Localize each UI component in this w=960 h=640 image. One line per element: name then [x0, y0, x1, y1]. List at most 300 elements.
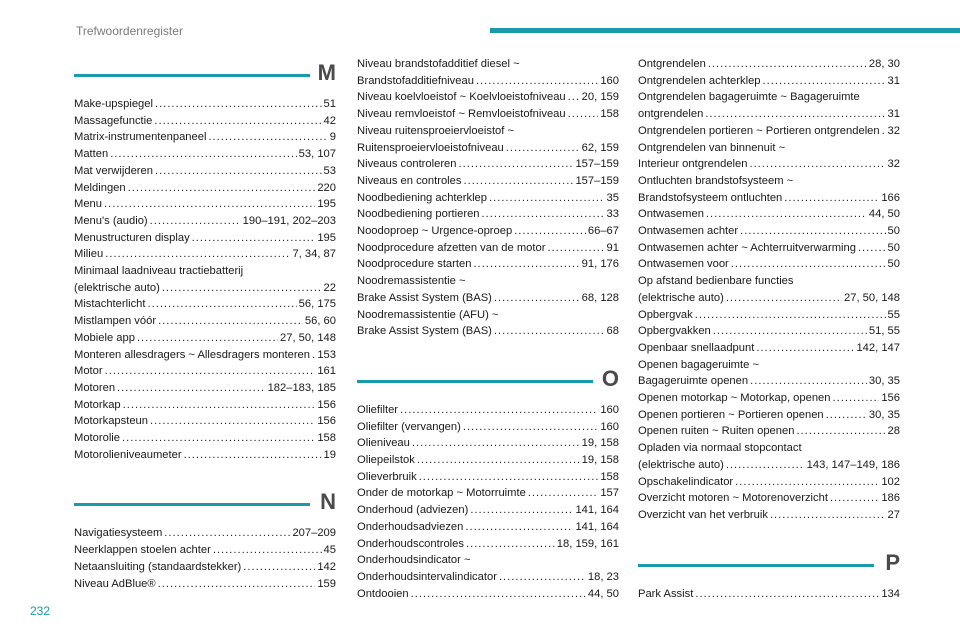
index-entry	[638, 240, 900, 257]
dot-leader	[713, 323, 867, 340]
index-entry	[357, 56, 619, 89]
entry-term: Noodbediening achterklep	[357, 191, 487, 204]
entry-row	[357, 569, 619, 586]
index-entry	[357, 173, 619, 190]
entry-term: Onderhoudsadviezen	[357, 520, 464, 533]
entry-term-line: Ontluchten brandstofsysteem ~	[638, 174, 794, 187]
entry-page-refs: 207–209	[292, 527, 336, 540]
index-entry	[74, 196, 336, 213]
index-entry	[357, 419, 619, 436]
entry-term: Niveaus controleren	[357, 158, 457, 171]
section-rule	[638, 564, 874, 567]
index-column-1	[74, 60, 336, 592]
dot-leader	[150, 213, 241, 230]
entry-page-refs: 190–191, 202–203	[242, 214, 336, 227]
entry-page-refs: 142	[317, 560, 336, 573]
entry-row	[357, 290, 619, 307]
entry-page-refs: 9	[329, 131, 336, 144]
index-entry	[357, 452, 619, 469]
entry-row	[357, 502, 619, 519]
entry-row	[638, 56, 900, 73]
entry-term-line: Op afstand bedienbare functies	[638, 275, 794, 288]
entry-row	[74, 146, 336, 163]
index-entry	[74, 163, 336, 180]
entry-term: Onderhoudscontroles	[357, 537, 464, 550]
entry-page-refs: 156	[881, 392, 900, 405]
entry-page-refs: 158	[600, 470, 619, 483]
dot-leader	[695, 307, 886, 324]
index-entry	[357, 106, 619, 123]
entry-term: ontgrendelen	[638, 108, 704, 121]
entry-page-refs: 161	[317, 365, 336, 378]
index-entry	[638, 474, 900, 491]
index-entry	[638, 423, 900, 440]
dot-leader	[731, 256, 886, 273]
index-entry	[357, 469, 619, 486]
entry-page-refs: 102	[881, 475, 900, 488]
index-entry	[357, 519, 619, 536]
entry-row	[74, 313, 336, 330]
entry-row	[357, 106, 619, 123]
entry-row	[638, 240, 900, 257]
dot-leader	[740, 223, 885, 240]
entry-page-refs: 50	[887, 225, 900, 238]
entry-page-refs: 31	[887, 108, 900, 121]
dot-leader	[243, 559, 315, 576]
entry-page-refs: 156	[317, 398, 336, 411]
entry-page-refs: 134	[881, 587, 900, 600]
entry-term: Ontgrendelen portieren ~ Portieren ontgrendelen	[638, 124, 880, 137]
entry-row	[357, 73, 619, 90]
dot-leader	[158, 576, 316, 593]
entry-term: Niveaus en controles	[357, 174, 462, 187]
index-entry	[357, 502, 619, 519]
dot-leader	[162, 280, 322, 297]
entry-term: Milieu	[74, 248, 104, 261]
index-entry	[357, 223, 619, 240]
entry-page-refs: 55	[887, 308, 900, 321]
entry-row	[74, 296, 336, 313]
entry-page-refs: 158	[317, 432, 336, 445]
entry-page-refs: 35	[606, 191, 619, 204]
entry-page-refs: 56, 60	[304, 315, 336, 328]
entry-page-refs: 45	[323, 544, 336, 557]
entry-row	[638, 307, 900, 324]
entry-row	[74, 113, 336, 130]
entry-term: Navigatiesysteem	[74, 527, 163, 540]
entry-row	[638, 106, 900, 123]
entry-page-refs: 157	[600, 487, 619, 500]
index-entry	[638, 390, 900, 407]
dot-leader	[750, 373, 867, 390]
entry-term: Neerklappen stoelen achter	[74, 544, 211, 557]
entry-page-refs: 32	[887, 158, 900, 171]
entry-term: Openen portieren ~ Portieren openen	[638, 408, 824, 421]
dot-leader	[463, 419, 598, 436]
entry-page-refs: 50	[887, 241, 900, 254]
entry-term: Massagefunctie	[74, 114, 153, 127]
entry-term-line: Noodremassistentie ~	[357, 275, 466, 288]
entry-row	[74, 180, 336, 197]
entry-row	[638, 123, 900, 140]
entry-row	[357, 469, 619, 486]
entry-term: Interieur ontgrendelen	[638, 158, 748, 171]
dot-leader	[417, 452, 580, 469]
entry-row	[74, 163, 336, 180]
entry-page-refs: 160	[600, 403, 619, 416]
index-entry	[74, 576, 336, 593]
entry-term: Mistachterlicht	[74, 298, 146, 311]
entry-row	[638, 474, 900, 491]
dot-leader	[312, 347, 315, 364]
entry-term-line: Opladen via normaal stopcontact	[638, 442, 802, 455]
entry-page-refs: 53, 107	[298, 148, 336, 161]
entry-page-refs: 28, 30	[868, 58, 900, 70]
entry-page-refs: 20, 159	[581, 91, 619, 104]
entry-page-refs: 51	[323, 98, 336, 110]
entry-page-refs: 51, 55	[868, 325, 900, 338]
entry-row	[357, 419, 619, 436]
index-entry	[638, 273, 900, 306]
dot-leader	[476, 73, 598, 90]
entry-row	[638, 373, 900, 390]
entry-term: Opschakelindicator	[638, 475, 734, 488]
dot-leader	[726, 457, 805, 474]
entry-page-refs: 186	[881, 492, 900, 505]
entry-term: (elektrische auto)	[638, 291, 724, 304]
dot-leader	[770, 507, 886, 524]
dot-leader	[568, 89, 580, 106]
entry-page-refs: 31	[887, 74, 900, 87]
index-entry	[74, 129, 336, 146]
index-entry	[638, 307, 900, 324]
entry-page-refs: 157–159	[575, 158, 619, 171]
index-entry	[357, 552, 619, 585]
entry-term: Monteren allesdragers ~ Allesdragers monteren	[74, 348, 310, 361]
entry-row	[638, 340, 900, 357]
dot-leader	[749, 156, 885, 173]
index-entry	[638, 323, 900, 340]
entry-term: Netaansluiting (standaardstekker)	[74, 560, 242, 573]
dot-leader	[158, 313, 303, 330]
index-entry	[74, 213, 336, 230]
entry-page-refs: 195	[317, 198, 336, 211]
entry-term: Ontwasemen	[638, 208, 704, 221]
index-entry	[74, 330, 336, 347]
entry-page-refs: 158	[600, 108, 619, 121]
dot-leader	[528, 485, 599, 502]
entry-term: Overzicht van het verbruik	[638, 508, 768, 521]
index-entry	[74, 313, 336, 330]
dot-leader	[137, 330, 278, 347]
dot-leader	[473, 256, 579, 273]
entry-row	[74, 96, 336, 113]
section-letter: M	[317, 60, 336, 85]
dot-leader	[164, 525, 290, 542]
dot-leader	[830, 490, 879, 507]
dot-leader	[695, 586, 879, 603]
entry-row	[357, 519, 619, 536]
entry-term-line: Ontgrendelen bagageruimte ~ Bagageruimte	[638, 91, 860, 104]
entry-page-refs: 19, 158	[581, 437, 619, 450]
index-entry	[638, 440, 900, 473]
dot-leader	[568, 106, 599, 123]
entry-row	[357, 256, 619, 273]
entry-page-refs: 195	[317, 231, 336, 244]
dot-leader	[833, 390, 880, 407]
entry-row	[74, 347, 336, 364]
entry-page-refs: 91, 176	[581, 258, 619, 271]
entry-term: Motoren	[74, 381, 116, 394]
index-entry	[638, 490, 900, 507]
entry-page-refs: 27	[887, 508, 900, 521]
entry-term: Menu's (audio)	[74, 214, 148, 227]
dot-leader	[494, 323, 605, 340]
entry-row	[638, 423, 900, 440]
entry-row	[74, 413, 336, 430]
index-entry	[357, 240, 619, 257]
entry-term: Matrix-instrumentenpaneel	[74, 131, 207, 144]
entry-term: Make-upspiegel	[74, 98, 153, 110]
dot-leader	[465, 519, 573, 536]
index-entry	[74, 413, 336, 430]
entry-row	[638, 73, 900, 90]
entry-page-refs: 66–67	[587, 225, 619, 238]
index-entry	[74, 447, 336, 464]
dot-leader	[466, 536, 555, 553]
entry-term: Motorolieniveaumeter	[74, 448, 182, 461]
entry-page-refs: 153	[317, 348, 336, 361]
entry-term: Ontwasemen achter	[638, 225, 739, 238]
section-spacer	[74, 463, 336, 493]
section-header	[357, 365, 619, 396]
dot-leader	[155, 163, 322, 180]
dot-leader	[459, 156, 574, 173]
entry-page-refs: 142, 147	[856, 341, 900, 354]
entry-row	[638, 507, 900, 524]
entry-row	[74, 559, 336, 576]
entry-row	[638, 490, 900, 507]
dot-leader	[514, 223, 586, 240]
section-letter: N	[320, 489, 336, 515]
entry-term: Openbaar snellaadpunt	[638, 341, 755, 354]
index-entry	[74, 263, 336, 296]
entry-row	[357, 206, 619, 223]
entry-term: Bagageruimte openen	[638, 375, 749, 388]
entry-term: Motorolie	[74, 432, 121, 445]
entry-term: Ontdooien	[357, 587, 409, 600]
dot-leader	[110, 146, 296, 163]
entry-row	[74, 363, 336, 380]
entry-term-line: Niveau brandstofadditief diesel ~	[357, 58, 520, 70]
entry-page-refs: 157–159	[575, 174, 619, 187]
dot-leader	[105, 363, 316, 380]
entry-page-refs: 160	[600, 74, 619, 87]
index-entry	[638, 123, 900, 140]
entry-row	[638, 206, 900, 223]
index-entry	[357, 190, 619, 207]
index-entry	[638, 223, 900, 240]
entry-term: Mistlampen vóór	[74, 315, 157, 328]
index-entry	[357, 256, 619, 273]
entry-row	[638, 223, 900, 240]
index-entry	[74, 246, 336, 263]
entry-page-refs: 56, 175	[298, 298, 336, 311]
index-entry	[357, 402, 619, 419]
entry-row	[638, 407, 900, 424]
entry-row	[357, 536, 619, 553]
dot-leader	[208, 129, 327, 146]
entry-term: Olieniveau	[357, 437, 410, 450]
index-entry	[357, 586, 619, 603]
entry-term: Oliefilter (vervangen)	[357, 420, 461, 433]
entry-page-refs: 32	[887, 124, 900, 137]
index-entry	[638, 206, 900, 223]
entry-row	[74, 246, 336, 263]
dot-leader	[411, 586, 586, 603]
entry-page-refs: 160	[600, 420, 619, 433]
entry-term: Mobiele app	[74, 331, 135, 344]
entry-page-refs: 28	[887, 425, 900, 438]
dot-leader	[506, 140, 580, 157]
entry-row	[638, 390, 900, 407]
entry-page-refs: 44, 50	[587, 587, 619, 600]
entry-term: Openen ruiten ~ Ruiten openen	[638, 425, 795, 438]
entry-row	[74, 447, 336, 464]
entry-term: Noodoproep ~ Urgence-oproep	[357, 225, 513, 238]
index-entry	[74, 525, 336, 542]
entry-term: Motorkapsteun	[74, 415, 149, 428]
dot-leader	[104, 196, 315, 213]
index-entry	[357, 307, 619, 340]
dot-leader	[499, 569, 586, 586]
dot-leader	[784, 190, 879, 207]
entry-term: Brake Assist System (BAS)	[357, 325, 492, 338]
entry-term: Niveau AdBlue®	[74, 577, 156, 590]
index-entry	[638, 586, 900, 603]
section-rule	[357, 380, 593, 383]
header-accent-bar	[490, 28, 960, 33]
dot-leader	[826, 407, 867, 424]
index-entry	[74, 347, 336, 364]
dot-leader	[705, 106, 885, 123]
entry-term: Opbergvakken	[638, 325, 711, 338]
entry-page-refs: 7, 34, 87	[292, 248, 336, 261]
dot-leader	[117, 380, 266, 397]
page-header-title: Trefwoordenregister	[76, 24, 183, 38]
index-entry	[74, 230, 336, 247]
entry-page-refs: 18, 23	[587, 570, 619, 583]
entry-row	[74, 380, 336, 397]
entry-term-line: Ontgrendelen van binnenuit ~	[638, 141, 786, 154]
entry-term: Onderhoud (adviezen)	[357, 504, 469, 517]
entry-page-refs: 30, 35	[868, 408, 900, 421]
dot-leader	[763, 73, 886, 90]
entry-term: Oliepeilstok	[357, 454, 415, 467]
entry-term: Noodbediening portieren	[357, 208, 480, 221]
index-column-2	[357, 56, 619, 602]
index-entry	[74, 430, 336, 447]
dot-leader	[547, 240, 604, 257]
entry-row	[357, 586, 619, 603]
entry-row	[357, 323, 619, 340]
index-entry	[638, 407, 900, 424]
entry-page-refs: 220	[317, 181, 336, 194]
dot-leader	[123, 397, 316, 414]
index-entry	[74, 146, 336, 163]
entry-page-refs: 19, 158	[581, 454, 619, 467]
dot-leader	[105, 246, 290, 263]
dot-leader	[122, 430, 315, 447]
section-rule	[74, 74, 310, 77]
entry-row	[74, 213, 336, 230]
dot-leader	[148, 296, 297, 313]
entry-page-refs: 156	[317, 415, 336, 428]
index-entry	[74, 180, 336, 197]
index-entry	[357, 89, 619, 106]
section-header	[638, 549, 900, 580]
dot-leader	[463, 173, 573, 190]
entry-term: Ontwasemen voor	[638, 258, 729, 271]
entry-term-line: Openen bagageruimte ~	[638, 358, 759, 371]
entry-term: Olieverbruik	[357, 470, 417, 483]
entry-page-refs: 27, 50, 148	[280, 331, 336, 344]
index-entry	[638, 140, 900, 173]
dot-leader	[706, 206, 867, 223]
index-entry	[638, 357, 900, 390]
index-entry	[638, 256, 900, 273]
dot-leader	[154, 113, 321, 130]
dot-leader	[184, 447, 322, 464]
dot-leader	[489, 190, 605, 207]
entry-row	[357, 402, 619, 419]
entry-term: Brake Assist System (BAS)	[357, 291, 492, 304]
entry-term: Ontwasemen achter ~ Achterruitverwarming	[638, 241, 856, 254]
index-entry	[638, 89, 900, 122]
dot-leader	[213, 542, 322, 559]
index-entry	[638, 56, 900, 73]
entry-row	[74, 196, 336, 213]
entry-term: (elektrische auto)	[638, 458, 724, 471]
dot-leader	[494, 290, 580, 307]
entry-page-refs: 27, 50, 148	[844, 291, 900, 304]
entry-term: Overzicht motoren ~ Motorenoverzicht	[638, 492, 828, 505]
index-entry	[638, 73, 900, 90]
entry-row	[357, 223, 619, 240]
page-number: 232	[30, 604, 51, 618]
entry-page-refs: 53	[323, 164, 336, 177]
entry-term: Niveau remvloeistof ~ Remvloeistofniveau	[357, 108, 566, 121]
entry-row	[357, 173, 619, 190]
index-entry	[74, 113, 336, 130]
entry-term: Opbergvak	[638, 308, 693, 321]
entry-row	[74, 397, 336, 414]
dot-leader	[128, 180, 316, 197]
index-entry	[357, 156, 619, 173]
dot-leader	[796, 423, 885, 440]
dot-leader	[708, 56, 867, 73]
entry-term: Meldingen	[74, 181, 126, 194]
entry-page-refs: 143, 147–149, 186	[806, 458, 900, 471]
entry-term: Brandstofsysteem ontluchten	[638, 191, 783, 204]
section-spacer	[357, 340, 619, 370]
section-header	[74, 60, 336, 90]
entry-row	[357, 89, 619, 106]
entry-row	[357, 485, 619, 502]
entry-row	[638, 323, 900, 340]
entry-term-line: Onderhoudsindicator ~	[357, 554, 471, 567]
entry-term: Ontgrendelen	[638, 58, 706, 70]
